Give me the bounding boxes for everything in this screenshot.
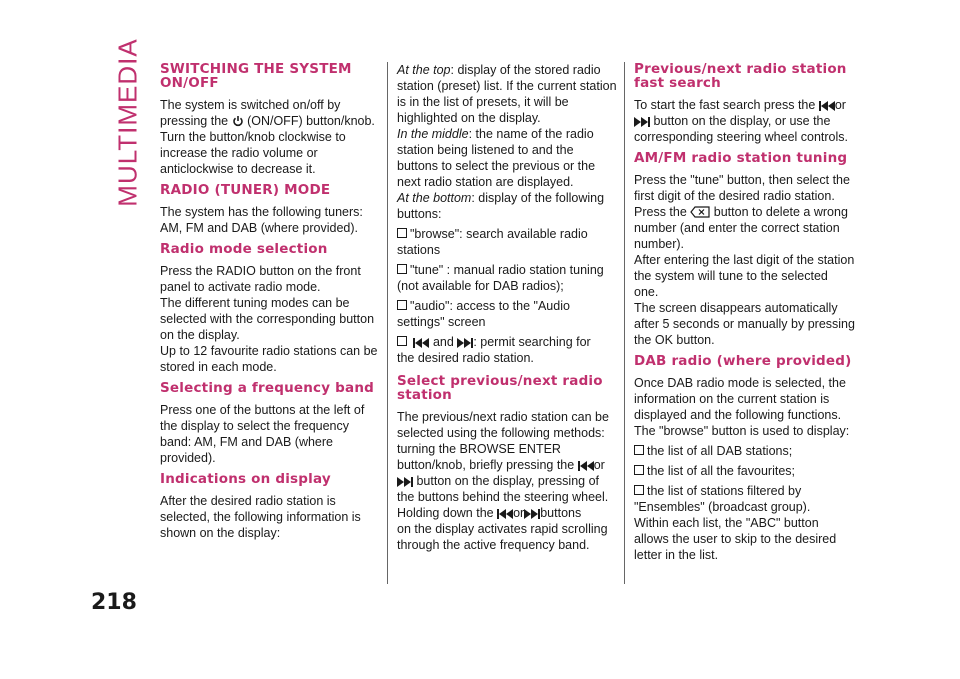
text-line: shown on the display: [160,526,281,540]
text-line: the desired radio station. [397,351,534,365]
text-line: The different tuning modes can be [160,296,350,310]
text-line [634,463,856,479]
text-fragment: "audio": access to the "Audio [410,299,570,313]
prev-track-icon [413,338,429,348]
text-line: allows the user to skip to the desired [634,532,837,546]
text-line: on the display. [160,328,240,342]
paragraph-radio-mode [160,204,382,236]
text-line: corresponding steering wheel controls. [634,130,849,144]
text-line: band: AM, FM and DAB (where [160,435,333,449]
text-line: Press one of the buttons at the left of [160,403,365,417]
text-line: The system is switched on/off by [160,98,341,112]
text-fragment: or [513,506,525,520]
text-line [160,113,382,129]
bullet-box [634,445,644,455]
prev-track-icon [497,509,513,519]
text-line: panel to activate radio mode. [160,280,321,294]
text-fragment: the list of all DAB stations; [647,444,793,458]
column-1 [160,62,382,545]
text-fragment: : the name of the radio [468,127,594,141]
heading-fast-search: Previous/next radio station fast search [634,61,847,91]
list-item [634,463,856,479]
text-line: Once DAB radio mode is selected, the [634,376,846,390]
text-line: the buttons behind the steering wheel. [397,490,609,504]
text-line: the OK button. [634,333,715,347]
paragraph-select-prev-next [397,409,619,553]
text-line [634,113,856,129]
text-fragment: button on the display, or use the [653,114,831,128]
column-divider [387,62,388,584]
list-item [397,298,619,330]
text-line: The system has the following tuners: [160,205,363,219]
italic-label: In the middle [397,127,469,141]
text-line: Turn the button/knob clockwise to [160,130,346,144]
text-line: stations [397,243,441,257]
paragraph-radio-selection [160,263,382,375]
text-line: the system will tune to the selected [634,269,828,283]
text-fragment: buttons [540,506,582,520]
bullet-box [397,336,407,346]
paragraph-switching [160,97,382,177]
text-fragment: button on the display, pressing of [416,474,600,488]
next-track-icon [397,477,413,487]
text-line: stored in each mode. [160,360,277,374]
text-fragment: To start the fast search press the [634,98,816,112]
text-line: on the display activates rapid scrolling [397,522,608,536]
heading-dab-radio: DAB radio (where provided) [634,353,852,369]
text-line: number). [634,237,685,251]
text-line [634,483,856,499]
text-line: (not available for DAB radios); [397,279,564,293]
column-3 [634,62,856,567]
paragraph-indications [160,493,382,541]
text-fragment: pressing the [160,114,229,128]
page-number: 218 [91,590,137,615]
text-line: The previous/next radio station can be [397,410,609,424]
text-line [397,226,619,242]
text-fragment: : permit searching for [473,335,591,349]
text-line: The screen disappears automatically [634,301,838,315]
section-title: MULTIMEDIA [112,38,143,207]
text-line [634,204,856,220]
text-line [634,97,856,113]
text-line: After entering the last digit of the station [634,253,855,267]
paragraph-am-fm-tuning [634,172,856,348]
heading-radio-selection: Radio mode selection [160,241,328,257]
text-line [397,298,619,314]
text-line: station being listened to and the [397,143,574,157]
paragraph-frequency-band [160,402,382,466]
list-item [634,443,856,459]
text-fragment: button to delete a wrong [713,205,848,219]
text-fragment: the list of all the favourites; [647,464,795,478]
text-line: Within each list, the "ABC" button [634,516,819,530]
next-track-icon [634,117,650,127]
text-line: information on the current station is [634,392,830,406]
text-line [397,505,619,521]
list-item [397,334,619,366]
paragraph-dab-radio [634,375,856,439]
text-line [397,457,619,473]
text-line [397,262,619,278]
heading-select-prev-next: Select previous/next radio station [397,373,603,403]
text-fragment: (ON/OFF) button/knob. [247,114,375,128]
text-line: settings" screen [397,315,486,329]
italic-label: At the bottom [397,191,472,205]
text-line [634,443,856,459]
text-fragment: and [432,335,454,349]
bullet-box [634,465,644,475]
bullet-box [397,300,407,310]
text-line [397,190,619,206]
next-track-icon [457,338,473,348]
prev-track-icon [578,461,594,471]
text-fragment: or [593,458,605,472]
text-line: selected using the following methods: [397,426,605,440]
text-line: one. [634,285,659,299]
text-line: anticlockwise to decrease it. [160,162,316,176]
bullet-box [397,264,407,274]
heading-switching: SWITCHING THE SYSTEM ON/OFF [160,61,352,91]
text-line: Press the "tune" button, then select the [634,173,850,187]
text-line [397,334,619,350]
text-line: first digit of the desired radio station. [634,189,835,203]
heading-frequency-band: Selecting a frequency band [160,380,375,396]
text-fragment: Holding down the [397,506,494,520]
list-item [397,226,619,258]
text-line: "Ensembles" (broadcast group). [634,500,811,514]
text-line: buttons to select the previous or the [397,159,596,173]
text-line: Up to 12 favourite radio stations can be [160,344,378,358]
text-line [397,126,619,142]
text-fragment: button/knob, briefly pressing the [397,458,575,472]
backspace-icon [690,206,710,218]
text-line [397,62,619,78]
bullet-box [634,485,644,495]
text-line: after 5 seconds or manually by pressing [634,317,855,331]
text-fragment: the list of stations filtered by [647,484,802,498]
text-fragment: or [834,98,846,112]
next-track-icon [524,509,540,519]
prev-track-icon [819,101,835,111]
text-line: letter in the list. [634,548,719,562]
heading-indications: Indications on display [160,471,331,487]
text-line: increase the radio volume or [160,146,318,160]
column-divider [624,62,625,584]
text-line: the display to select the frequency [160,419,350,433]
text-line [397,473,619,489]
text-line: next radio station are displayed. [397,175,574,189]
list-item [634,483,856,563]
text-line: displayed and the following functions. [634,408,842,422]
text-line: provided). [160,451,216,465]
text-line: station (preset) list. If the current station [397,79,617,93]
bullet-box [397,228,407,238]
text-line: AM, FM and DAB (where provided). [160,221,358,235]
text-fragment: "tune" : manual radio station tuning [410,263,604,277]
section-tab [112,38,144,207]
text-line: selected, the following information is [160,510,361,524]
text-line: buttons: [397,207,442,221]
text-fragment: : display of the stored radio [450,63,601,77]
list-item [397,262,619,294]
text-line: number (and enter the correct station [634,221,840,235]
heading-am-fm-tuning: AM/FM radio station tuning [634,150,848,166]
text-line: The "browse" button is used to display: [634,424,850,438]
heading-radio-mode: RADIO (TUNER) MODE [160,182,331,198]
column-2 [397,62,619,557]
text-line: highlighted on the display. [397,111,541,125]
text-line: Press the RADIO button on the front [160,264,361,278]
paragraph-display-areas [397,62,619,222]
text-fragment: "browse": search available radio [410,227,588,241]
text-line: turning the BROWSE ENTER [397,442,561,456]
text-line: through the active frequency band. [397,538,590,552]
text-fragment: : display of the following [471,191,605,205]
text-line: After the desired radio station is [160,494,336,508]
text-fragment: Press the [634,205,687,219]
text-line: selected with the corresponding button [160,312,375,326]
power-icon [232,115,244,127]
text-line: is in the list of presets, it will be [397,95,569,109]
italic-label: At the top [397,63,451,77]
paragraph-fast-search [634,97,856,145]
